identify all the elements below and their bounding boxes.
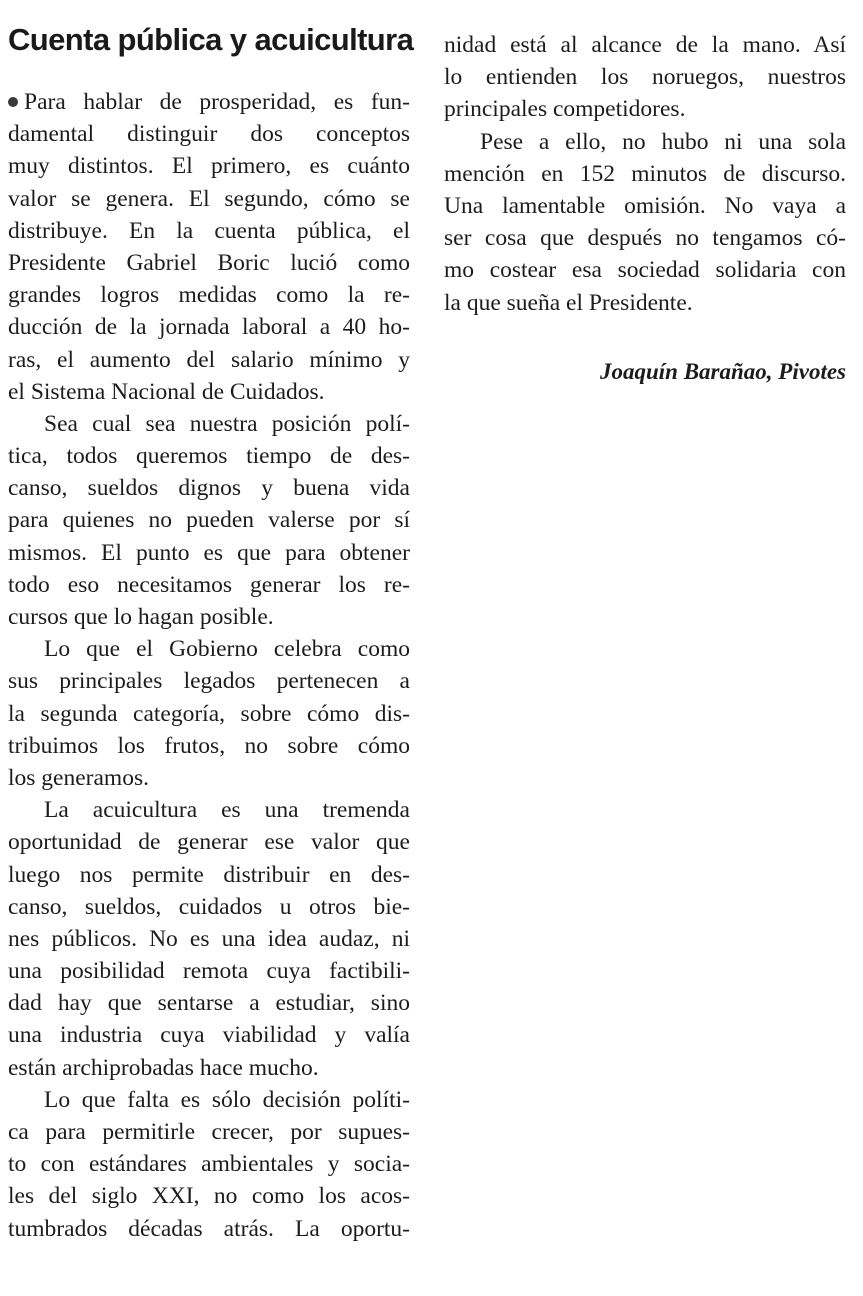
text-line: Lo que falta es sólo decisión políti- — [44, 1086, 410, 1113]
text-line: canso, sueldos dignos y buena vida — [8, 475, 410, 502]
paragraph — [8, 1084, 410, 1245]
text-line: lo entienden los noruegos, nuestros — [444, 64, 846, 91]
text-line: para quienes no pueden valerse por sí — [8, 507, 410, 534]
text-line: cursos que lo hagan posible. — [8, 604, 274, 630]
text-line: sus principales legados pertenecen a — [8, 668, 410, 695]
text-line: tumbrados décadas atrás. La oportu- — [8, 1215, 410, 1242]
text-line: distribuye. En la cuenta pública, el — [8, 217, 410, 244]
paragraph — [444, 29, 846, 126]
text-line — [8, 86, 410, 118]
text-line: dad hay que sentarse a estudiar, sino — [8, 990, 410, 1017]
text-line: mención en 152 minutos de discurso. — [444, 160, 846, 187]
right-column-body — [444, 29, 846, 319]
paragraph — [444, 126, 846, 319]
text-line: oportunidad de generar ese valor que — [8, 829, 410, 856]
text-line: Lo que el Gobierno celebra como — [44, 636, 410, 663]
text-line: luego nos permite distribuir en des- — [8, 861, 410, 888]
text-line: muy distintos. El primero, es cuánto — [8, 153, 410, 180]
text-line: nidad está al alcance de la mano. Así — [444, 32, 846, 58]
text-line: valor se genera. El segundo, cómo se — [8, 185, 410, 212]
text-line: nes públicos. No es una idea audaz, ni — [8, 925, 410, 952]
text-line: ca para permitirle crecer, por supues- — [8, 1119, 410, 1145]
author-byline: Joaquín Barañao, Pivotes — [599, 359, 846, 384]
text-line: Pese a ello, no hubo ni una sola — [480, 128, 846, 155]
text-line: ras, el aumento del salario mínimo y — [8, 346, 410, 373]
text-line: mismos. El punto es que para obtener — [8, 539, 410, 566]
bullet-icon — [8, 97, 18, 107]
left-column-body — [8, 86, 410, 1245]
text-line: grandes logros medidas como la re- — [8, 282, 410, 309]
paragraph — [8, 794, 410, 1084]
text-line: una industria cuya viabilidad y valía — [8, 1022, 410, 1049]
text-line: los generamos. — [8, 764, 149, 791]
text-line: damental distinguir dos conceptos — [8, 121, 410, 148]
text-line: Una lamentable omisión. No vaya a — [444, 192, 846, 219]
text-line: ser cosa que después no tengamos có- — [444, 225, 846, 252]
paragraph — [8, 408, 410, 633]
text-line: ducción de la jornada laboral a 40 ho- — [8, 314, 410, 341]
text-line: les del siglo XXI, no como los acos- — [8, 1183, 410, 1210]
text-line: principales competidores. — [444, 96, 686, 123]
text-line: Presidente Gabriel Boric lució como — [8, 249, 410, 276]
article-headline: Cuenta pública y acuicultura — [8, 22, 414, 57]
text-line: to con estándares ambientales y socia- — [8, 1151, 410, 1178]
text-line: La acuicultura es una tremenda — [44, 797, 410, 824]
text-line: la segunda categoría, sobre cómo dis- — [8, 700, 410, 727]
text-line-content: Para hablar de prosperidad, es fun- — [24, 89, 410, 115]
text-line: tica, todos queremos tiempo de des- — [8, 443, 410, 470]
text-line: tribuimos los frutos, no sobre cómo — [8, 732, 410, 759]
text-line: una posibilidad remota cuya factibili- — [8, 958, 410, 985]
text-line: el Sistema Nacional de Cuidados. — [8, 378, 325, 405]
text-line: mo costear esa sociedad solidaria con — [444, 257, 846, 284]
text-line: todo eso necesitamos generar los re- — [8, 571, 410, 598]
paragraph — [8, 633, 410, 794]
text-line: canso, sueldos, cuidados u otros bie- — [8, 893, 410, 920]
text-line: están archiprobadas hace mucho. — [8, 1054, 319, 1081]
paragraph — [8, 86, 410, 408]
text-line: la que sueña el Presidente. — [444, 289, 693, 316]
text-line: Sea cual sea nuestra posición polí- — [44, 410, 410, 437]
